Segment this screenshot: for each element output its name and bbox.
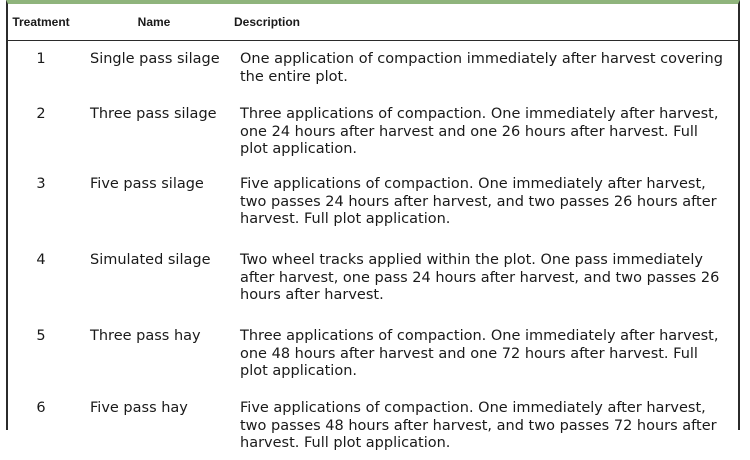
header-name: Name xyxy=(74,4,234,41)
header-description: Description xyxy=(234,4,738,41)
treatment-description: Five applications of compaction. One immediately after harvest, two passes 24 hours after harvest, and two passes 26 hours after harvest. Full plot application. xyxy=(234,166,738,242)
header-treatment: Treatment xyxy=(8,4,74,41)
treatment-description: Three applications of compaction. One immediately after harvest, one 24 hours after harvest and one 26 hours after harvest. Full plot application. xyxy=(234,96,738,166)
treatment-number: 2 xyxy=(8,96,74,166)
table-row xyxy=(8,166,738,242)
table-row xyxy=(8,41,738,97)
treatment-description: Five applications of compaction. One immediately after harvest, two passes 48 hours after harvest, and two passes 72 hours after harvest. Full plot application. xyxy=(234,390,738,460)
table-header xyxy=(8,4,738,41)
treatment-name: Single pass silage xyxy=(74,41,234,97)
table-body xyxy=(8,41,738,460)
treatment-description: Two wheel tracks applied within the plot. One pass immediately after harvest, one pass 24 hours after harvest, and two passes 26 hours after harvest. xyxy=(234,242,738,318)
compaction-treatments-table xyxy=(8,4,738,460)
treatment-name: Five pass hay xyxy=(74,390,234,460)
treatment-number: 1 xyxy=(8,41,74,97)
treatment-name: Five pass silage xyxy=(74,166,234,242)
table-row xyxy=(8,318,738,390)
treatment-number: 3 xyxy=(8,166,74,242)
table-row xyxy=(8,96,738,166)
treatment-description: Three applications of compaction. One immediately after harvest, one 48 hours after harvest and one 72 hours after harvest. Full plot application. xyxy=(234,318,738,390)
treatment-number: 4 xyxy=(8,242,74,318)
treatment-number: 5 xyxy=(8,318,74,390)
treatment-description: One application of compaction immediately after harvest covering the entire plot. xyxy=(234,41,738,97)
treatment-name: Three pass hay xyxy=(74,318,234,390)
treatment-name: Simulated silage xyxy=(74,242,234,318)
treatment-name: Three pass silage xyxy=(74,96,234,166)
table-row xyxy=(8,242,738,318)
treatment-number: 6 xyxy=(8,390,74,460)
compaction-treatments-table-frame xyxy=(6,0,740,430)
header-row xyxy=(8,4,738,41)
table-row xyxy=(8,390,738,460)
